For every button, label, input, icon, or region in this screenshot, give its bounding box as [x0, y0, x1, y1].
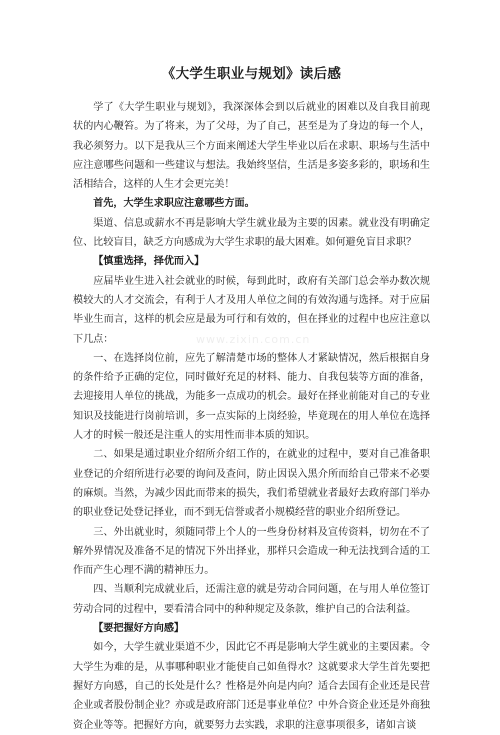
section-heading-job-search: 首先，大学生求职应注意哪些方面。	[93, 198, 255, 210]
paragraph-point-2: 二、如果是通过职业介绍所介绍工作的，在就业的过程中，要对自己准备职业登记的介绍所进行必要的询问及查问，防止因误入黑介所而给自己带来不必要的麻烦。当然，为减少因此而带来的损失，我们希望就业者最好去政府部门举办的职业登记处登记择业，而不到无信誉或者小规模经营的职业介绍所登记。	[73, 449, 430, 519]
document-body	[73, 98, 430, 735]
paragraph-intro: 学了《大学生职业与规划》，我深深体会到以后就业的困难以及自我目前现状的内心鞭笞。为了将来，为了父母，为了自己，甚至是为了身边的每一个人，我必须努力。以下是我从三个方面来阐述大学生毕业以后在求职、职场与生活中应注意哪些问题和一些建议与想法。我始终坚信，生活是多姿多彩的，职场和生活相结合，这样的人生才会更完美！	[73, 102, 430, 191]
watermark: www.zixin.com.cn	[196, 333, 311, 346]
paragraph-point-4: 四、当顺利完成就业后，还需注意的就是劳动合同问题，在与用人单位签订劳动合同的过程中，要看清合同中的种种规定及条款，维护自己的合法利益。	[73, 584, 430, 615]
subheading-direction: 【要把握好方向感】	[93, 623, 185, 635]
subheading-careful-choice: 【慎重选择，择优而入】	[93, 256, 205, 268]
paragraph: 应届毕业生进入社会就业的时候，每到此时，政府有关部门总会举办数次规模较大的人才交流会，有利于人才及用人单位之间的有效沟通与选择。对于应届毕业生而言，这样的机会应是最为可行和有效的，但在择业的过程中也应注意以下几点：	[73, 275, 430, 345]
paragraph: 如今，大学生就业渠道不少，因此它不再是影响大学生就业的主要因素。令大学生为难的是，从事哪种职业才能使自己如鱼得水？这就要求大学生首先要把握好方向感，自己的长处是什么？性格是外向是内向？适合去国有企业还是民营企业或者股份制企业？亦或是政府部门还是事业单位？中外合资企业还是外商独资企业等等。把握好方向，就要努力去实践，求职的注意事项很多，诸如言谈	[73, 642, 430, 731]
paragraph-point-3: 三、外出就业时，须随同带上个人的一些身份材料及宣传资料，切勿在不了解外界情况及准备不足的情况下外出择业，那样只会造成一种无法找到合适的工作而产生心理不满的精神压力。	[73, 526, 430, 577]
paragraph: 渠道、信息或薪水不再是影响大学生就业最为主要的因素。就业没有明确定位、比较盲目，缺乏方向感成为大学生求职的最大困难。如何避免盲目求职？	[73, 217, 430, 249]
paragraph-point-1: 一、在选择岗位前，应先了解清楚市场的整体人才紧缺情况，然后根据自身的条件给予正确的定位，同时做好充足的材料、能力、自我包装等方面的准备，去迎接用人单位的挑战，为能多一点成功的机会。最好在择业前能对自己的专业知识及技能进行岗前培训，多一点实际的上岗经验，毕竟现在的用人单位在选择人才的时候一般还是注重人的实用性而非本质的知识。	[73, 352, 430, 442]
document-title: 《大学生职业与规划》读后感	[161, 66, 342, 82]
